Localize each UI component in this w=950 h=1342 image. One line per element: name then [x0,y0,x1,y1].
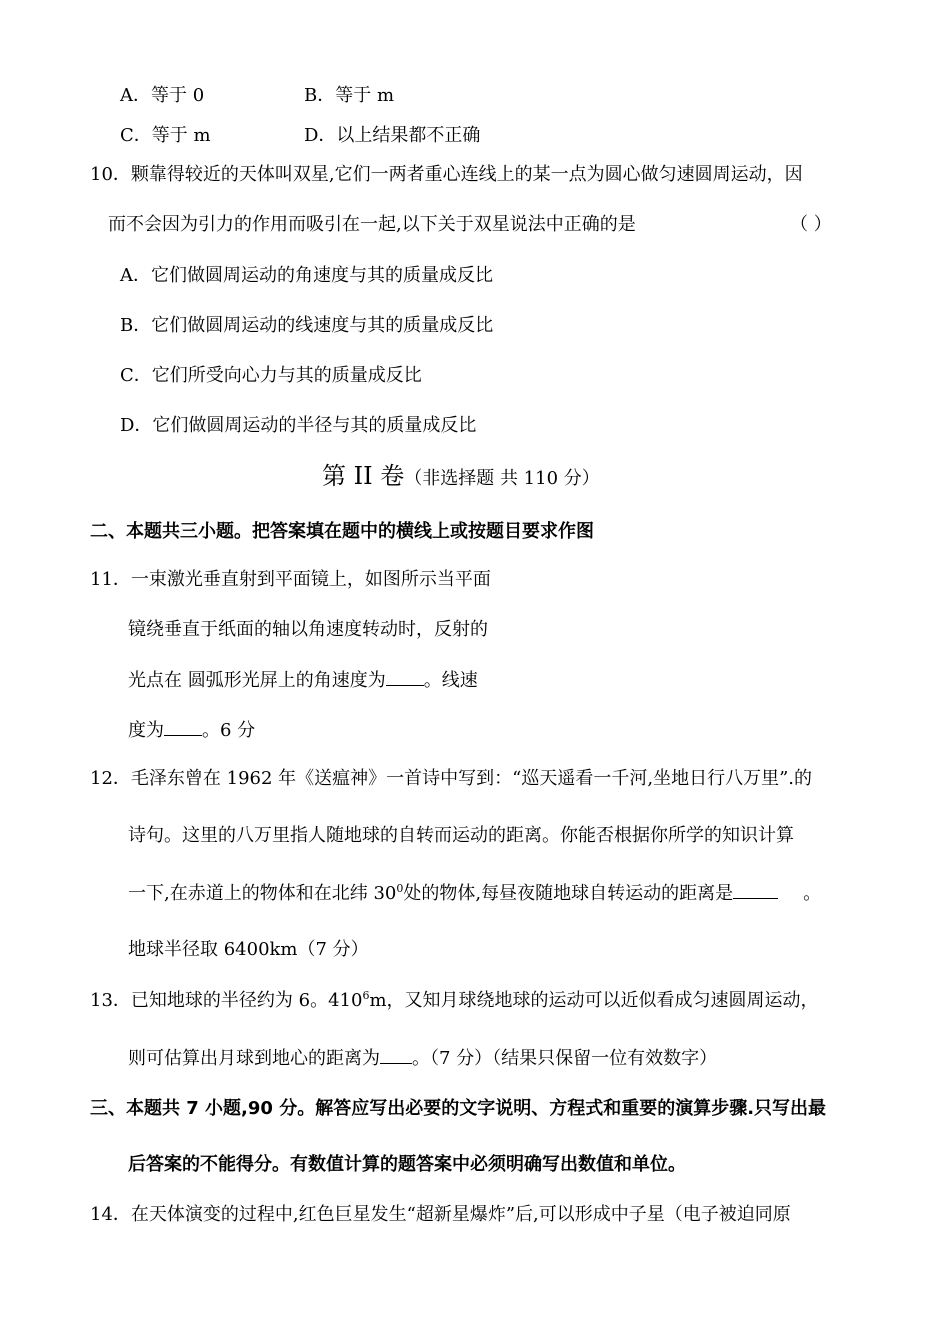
section3-heading-line2: 后答案的不能得分。有数值计算的题答案中必须明确写出数值和单位。 [128,1154,686,1175]
q13-line2-tail: 。（7 分）（结果只保留一位有效数字） [412,1048,718,1069]
q10-stem-line2: 而不会因为引力的作用而吸引在一起,以下关于双星说法中正确的是 [108,214,636,235]
section2-title [322,464,600,491]
q14-line1: 14．在天体演变的过程中,红色巨星发生“超新星爆炸”后,可以形成中子星（电子被迫同原 [90,1204,791,1225]
q12-line1: 12．毛泽东曾在 1962 年《送瘟神》一首诗中写到：“巡天遥看一千河,坐地日行八万里”.的 [90,768,813,789]
q9-option-c: C．等于 m [120,125,211,146]
q11-line3 [128,667,478,693]
q12-line3 [128,880,821,906]
q12-line3-text: 一下,在赤道上的物体和在北纬 30 [128,883,397,904]
section3-heading-line1: 三、本题共 7 小题,90 分。解答应写出必要的文字说明、方程式和重要的演算步骤.只写出最 [90,1098,827,1119]
q10-option-b: B．它们做圆周运动的线速度与其的质量成反比 [120,315,494,336]
q11-answer-blank-1[interactable] [386,667,424,686]
q12-degree-superscript: 0 [396,882,404,895]
q13-line1-tail: m，又知月球绕地球的运动可以近似看成匀速圆周运动， [369,990,819,1011]
q13-line2-text: 则可估算出月球到地心的距离为 [128,1048,380,1069]
q11-line1: 11．一束激光垂直射到平面镜上，如图所示当平面 [90,569,491,590]
q10-option-c: C．它们所受向心力与其的质量成反比 [120,365,422,386]
q11-line3-tail: 。线速 [423,670,478,691]
q9-option-a: A．等于 0 [120,85,205,106]
q11-answer-blank-2[interactable] [164,717,202,736]
section2-title-sub: （非选择题 共 110 分） [404,468,600,489]
q12-line2: 诗句。这里的八万里指人随地球的自转而运动的距离。你能否根据你所学的知识计算 [128,825,794,846]
q11-line4-text: 度为 [128,720,164,741]
q13-line1-text: 13．已知地球的半径约为 6。410 [90,990,363,1011]
q9-option-d: D．以上结果都不正确 [304,125,481,146]
q10-answer-bracket: （ ） [790,214,832,235]
section2-heading: 二、本题共三小题。把答案填在题中的横线上或按题目要求作图 [90,521,594,542]
q13-line2 [128,1045,717,1071]
q13-answer-blank[interactable] [380,1045,412,1064]
section2-title-main: 第 II 卷 [322,462,405,490]
q12-answer-blank[interactable] [733,880,778,899]
q11-line3-text: 光点在 圆弧形光屏上的角速度为 [128,670,386,691]
q13-exponent-superscript: 6 [362,989,370,1002]
q12-line3-tail: 。 [803,883,822,904]
q10-stem-line1: 10．颗靠得较近的天体叫双星,它们一两者重心连线上的某一点为圆心做匀速圆周运动，因 [90,164,803,185]
q10-option-a: A．它们做圆周运动的角速度与其的质量成反比 [120,265,493,286]
q10-option-d: D．它们做圆周运动的半径与其的质量成反比 [120,415,477,436]
q13-line1 [90,989,819,1013]
q12-line3-mid: 处的物体,每昼夜随地球自转运动的距离是 [403,883,734,904]
q11-line2: 镜绕垂直于纸面的轴以角速度转动时，反射的 [128,619,488,640]
q12-line4: 地球半径取 6400km（7 分） [128,939,369,960]
q11-line4 [128,717,255,743]
q11-line4-tail: 。6 分 [202,720,256,741]
q9-option-b: B．等于 m [304,85,395,106]
